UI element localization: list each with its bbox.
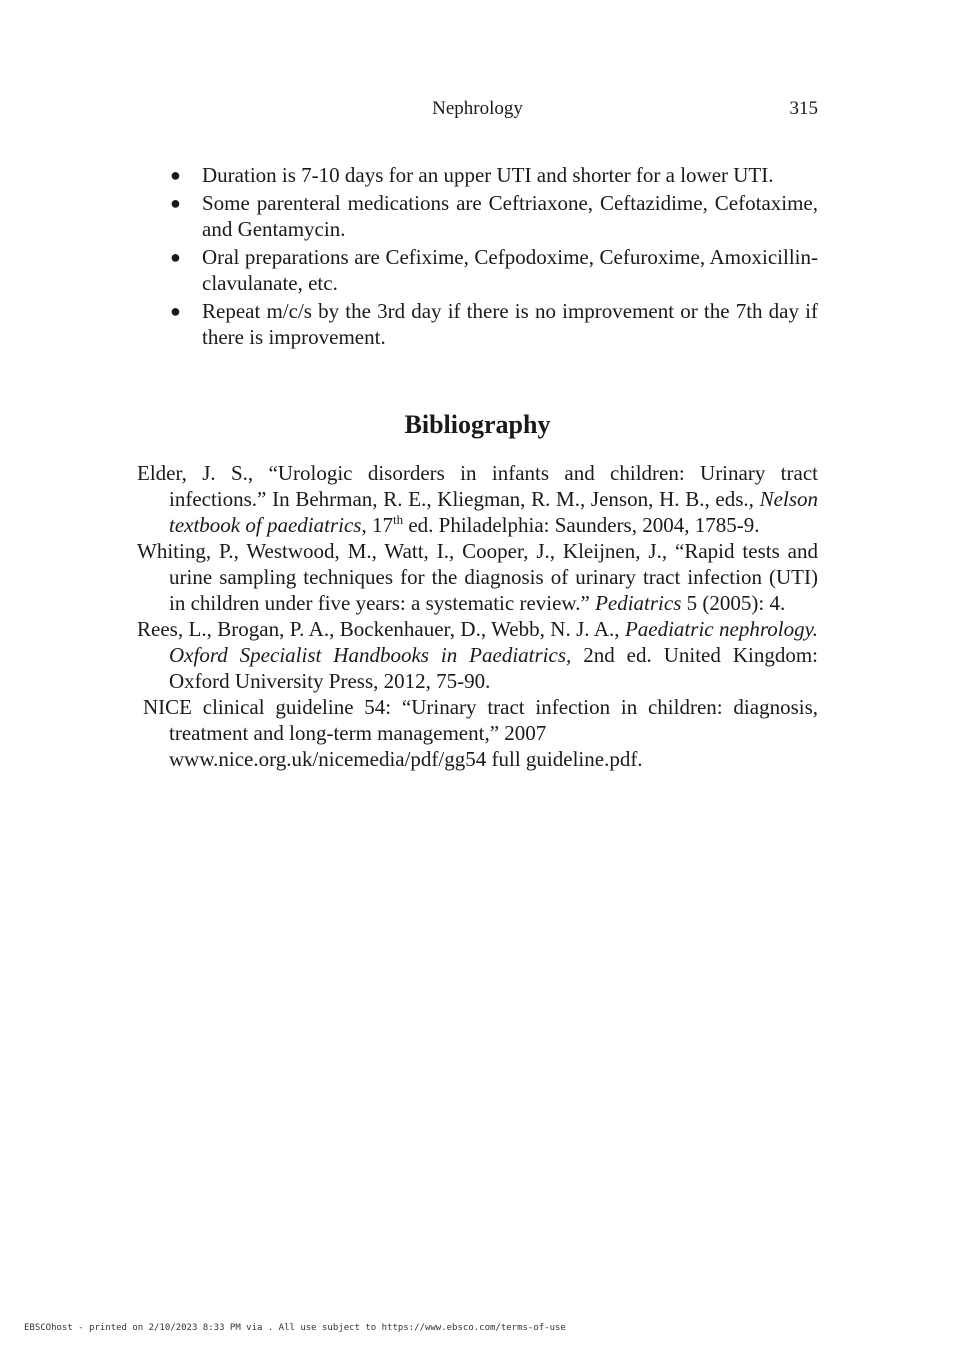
reference-text: 5 (2005): 4. xyxy=(681,591,786,615)
reference-text: Whiting, P., Westwood, M., Watt, I., Cooper, J., Kleijnen, J., “Rapid tests and urine sampling techniques for the diagnosis of urinary tract infection (UTI) in children under five years: a systematic review.” xyxy=(137,539,818,615)
bullet-dot-icon: ● xyxy=(170,301,181,321)
running-header xyxy=(137,96,818,122)
bibliography-heading: Bibliography xyxy=(404,410,551,439)
bullet-item xyxy=(166,298,818,350)
reference-text: Rees, L., Brogan, P. A., Bockenhauer, D., Webb, N. J. A., xyxy=(137,617,625,641)
page-number: 315 xyxy=(789,98,818,119)
reference-text: , 17 xyxy=(361,513,393,537)
reference-url: www.nice.org.uk/nicemedia/pdf/gg54 full guideline.pdf. xyxy=(169,747,643,771)
bullet-text: Duration is 7-10 days for an upper UTI and shorter for a lower UTI. xyxy=(202,163,774,187)
reference-elder xyxy=(137,460,818,538)
reference-title: Pediatrics xyxy=(595,591,682,615)
bullet-dot-icon: ● xyxy=(170,165,181,185)
reference-title: Nelson textbook of paediatrics xyxy=(169,487,818,537)
print-footer: EBSCOhost - printed on 2/10/2023 8:33 PM via . All use subject to https://www.ebsco.com/terms-of-use xyxy=(24,1323,566,1333)
reference-text: Elder, J. S., “Urologic disorders in infants and children: Urinary tract infections.” In Behrman, R. E., Kliegman, R. M., Jenson, H. B., eds., xyxy=(137,461,818,511)
reference-whiting xyxy=(137,538,818,616)
bullet-text: Some parenteral medications are Ceftriaxone, Ceftazidime, Cefotaxime, and Gentamycin. xyxy=(202,191,818,241)
reference-text: 2nd ed. United Kingdom: Oxford University Press, 2012, 75-90. xyxy=(169,643,818,693)
reference-title: Paediatric nephrology. Oxford Specialist Handbooks in Paediatrics, xyxy=(169,617,818,667)
bullet-item xyxy=(166,162,818,188)
bibliography-list xyxy=(137,460,818,772)
reference-nice xyxy=(137,694,818,772)
bullet-dot-icon: ● xyxy=(170,247,181,267)
bullet-text: Repeat m/c/s by the 3rd day if there is no improvement or the 7th day if there is improvement. xyxy=(202,299,818,349)
bullet-dot-icon: ● xyxy=(170,193,181,213)
treatment-bullet-list xyxy=(166,162,818,352)
edition-superscript: th xyxy=(392,512,404,527)
running-title: Nephrology xyxy=(432,98,523,119)
bullet-item xyxy=(166,244,818,296)
reference-text: NICE clinical guideline 54: “Urinary tract infection in children: diagnosis, treatment and long-term management,” 2007 xyxy=(143,695,818,745)
bullet-text: Oral preparations are Cefixime, Cefpodoxime, Cefuroxime, Amoxicillin-clavulanate, etc. xyxy=(202,245,818,295)
bullet-item xyxy=(166,190,818,242)
reference-text: ed. Philadelphia: Saunders, 2004, 1785-9. xyxy=(403,513,760,537)
reference-rees xyxy=(137,616,818,694)
